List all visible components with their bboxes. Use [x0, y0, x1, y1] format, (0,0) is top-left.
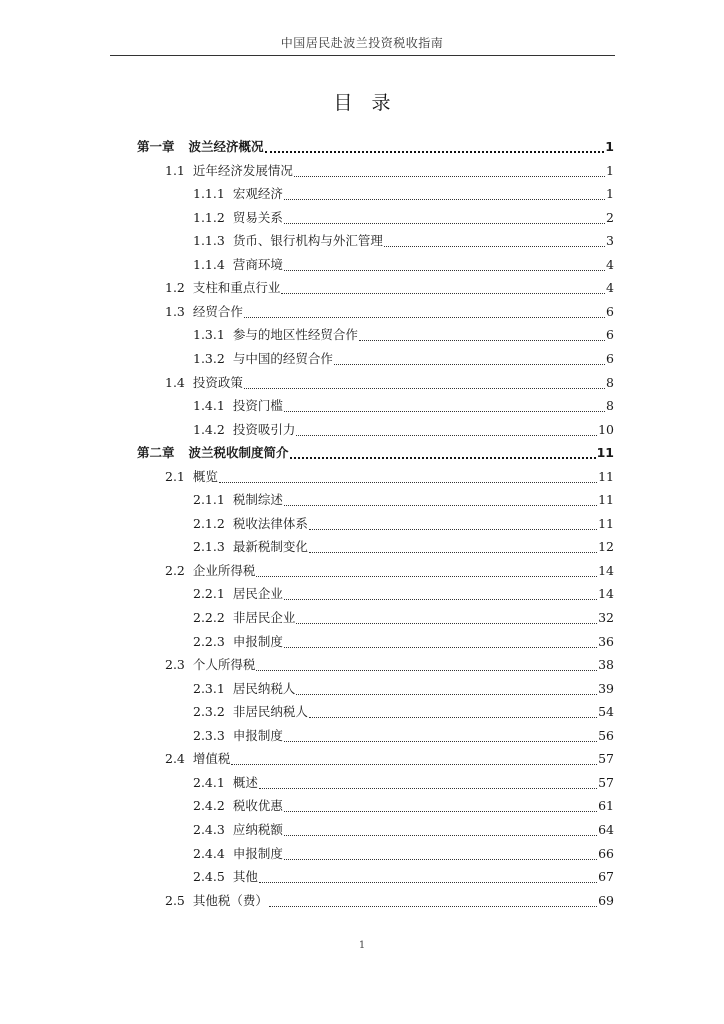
toc-entry-number: 1.1.2 [193, 209, 225, 225]
toc-entry-number: 1.2 [165, 280, 185, 296]
toc-dot-leader [244, 303, 605, 318]
toc-dot-leader [269, 892, 597, 907]
toc-entry-page: 57 [598, 751, 614, 767]
toc-entry-title: 企业所得税 [192, 562, 256, 578]
toc-entry-number: 2.1 [165, 468, 185, 484]
toc-dot-leader [284, 585, 597, 600]
toc-entry-title: 其他税（费） [192, 892, 268, 908]
toc-entry[interactable] [193, 868, 614, 886]
toc-entry-number: 1.4.2 [193, 421, 225, 437]
toc-entry-number: 2.4.4 [193, 845, 225, 861]
toc-entry[interactable] [193, 232, 614, 250]
toc-dot-leader [284, 821, 597, 836]
toc-dot-leader [256, 562, 597, 577]
toc-entry[interactable] [165, 468, 614, 486]
toc-entry-number: 2.4.1 [193, 774, 225, 790]
toc-entry[interactable] [193, 421, 614, 439]
toc-entry[interactable] [193, 727, 614, 745]
toc-dot-leader [259, 868, 597, 883]
toc-entry-title: 经贸合作 [192, 303, 243, 319]
toc-entry[interactable] [193, 821, 614, 839]
toc-dot-leader [309, 703, 597, 718]
toc-entry-number: 1.3 [165, 303, 185, 319]
toc-dot-leader [309, 515, 597, 530]
toc-entry[interactable] [193, 797, 614, 815]
toc-entry-page: 11 [598, 468, 614, 484]
header-divider [110, 55, 615, 56]
toc-entry-page: 57 [598, 774, 614, 790]
toc-entry[interactable] [165, 892, 614, 910]
toc-entry-page: 12 [598, 539, 614, 555]
toc-entry-number: 2.3.3 [193, 727, 225, 743]
toc-entry[interactable] [165, 162, 614, 180]
toc-entry-page: 69 [598, 892, 614, 908]
toc-entry-number: 2.5 [165, 892, 185, 908]
toc-entry-number: 2.2.1 [193, 586, 225, 602]
toc-entry[interactable] [193, 515, 614, 533]
toc-dot-leader [296, 609, 597, 624]
toc-entry-title: 贸易关系 [232, 209, 283, 225]
toc-entry-page: 6 [606, 350, 614, 366]
toc-dot-leader [284, 845, 597, 860]
toc-dot-leader [309, 538, 597, 553]
toc-entry[interactable] [193, 326, 614, 344]
toc-entry-page: 1 [605, 139, 614, 154]
toc-entry[interactable] [165, 562, 614, 580]
toc-entry-title: 申报制度 [232, 633, 283, 649]
toc-entry[interactable] [193, 585, 614, 603]
toc-dot-leader [256, 656, 597, 671]
toc-entry-page: 36 [598, 633, 614, 649]
toc-entry-page: 3 [606, 233, 614, 249]
toc-entry[interactable] [165, 303, 614, 321]
toc-entry-page: 64 [598, 821, 614, 837]
toc-entry[interactable] [193, 185, 614, 203]
toc-entry-title: 税收优惠 [232, 798, 283, 814]
toc-dot-leader [281, 279, 605, 294]
toc-entry-title: 非居民纳税人 [232, 704, 308, 720]
toc-entry-page: 2 [606, 209, 614, 225]
toc-entry-title: 申报制度 [232, 845, 283, 861]
toc-entry-number: 第一章 [137, 139, 175, 154]
toc-entry-title: 税收法律体系 [232, 515, 308, 531]
toc-entry[interactable] [193, 845, 614, 863]
toc-dot-leader [290, 443, 596, 459]
toc-dot-leader [244, 374, 605, 389]
toc-dot-leader [219, 468, 597, 483]
toc-entry-number: 1.1.1 [193, 186, 225, 202]
toc-entry-title: 投资政策 [192, 374, 243, 390]
toc-dot-leader [284, 797, 597, 812]
toc-entry-page: 14 [598, 562, 614, 578]
toc-entry-page: 8 [606, 374, 614, 390]
toc-entry-number: 2.2 [165, 562, 185, 578]
toc-entry-page: 8 [606, 398, 614, 414]
toc-entry-page: 61 [598, 798, 614, 814]
toc-entry-title: 申报制度 [232, 727, 283, 743]
toc-entry-number: 1.3.2 [193, 350, 225, 366]
toc-entry[interactable] [193, 680, 614, 698]
toc-entry-title: 近年经济发展情况 [192, 162, 293, 178]
toc-entry-number: 2.1.3 [193, 539, 225, 555]
toc-entry-number: 1.4.1 [193, 398, 225, 414]
toc-dot-leader [284, 185, 605, 200]
toc-entry-number: 2.4.5 [193, 869, 225, 885]
toc-entry-title: 增值税 [192, 751, 231, 767]
toc-entry[interactable] [165, 656, 614, 674]
toc-entry-title: 支柱和重点行业 [192, 280, 281, 296]
toc-entry-page: 6 [606, 303, 614, 319]
toc-entry-page: 11 [598, 515, 614, 531]
toc-entry[interactable] [193, 538, 614, 556]
toc-entry-page: 56 [598, 727, 614, 743]
toc-entry-number: 2.1.2 [193, 515, 225, 531]
toc-entry-title: 居民企业 [232, 586, 283, 602]
toc-entry-page: 38 [598, 657, 614, 673]
toc-entry-page: 39 [598, 680, 614, 696]
toc-entry-title: 投资门槛 [232, 398, 283, 414]
toc-entry-page: 1 [606, 162, 614, 178]
toc-dot-leader [384, 232, 605, 247]
toc-entry[interactable] [165, 750, 614, 768]
toc-entry-title: 个人所得税 [192, 657, 256, 673]
toc-entry-title: 税制综述 [232, 492, 283, 508]
toc-entry[interactable] [137, 444, 614, 462]
toc-entry-page: 10 [598, 421, 614, 437]
toc-dot-leader [265, 137, 605, 153]
toc-entry-page: 54 [598, 704, 614, 720]
toc-entry[interactable] [193, 256, 614, 274]
toc-title: 目 录 [333, 92, 391, 114]
toc-dot-leader [334, 350, 605, 365]
toc-dot-leader [284, 633, 597, 648]
toc-entry-page: 67 [598, 869, 614, 885]
toc-entry-number: 2.2.3 [193, 633, 225, 649]
toc-entry-number: 2.4 [165, 751, 185, 767]
toc-entry-title: 应纳税额 [232, 821, 283, 837]
toc-dot-leader [284, 397, 605, 412]
toc-dot-leader [259, 774, 597, 789]
toc-entry-page: 1 [606, 186, 614, 202]
toc-entry-title: 与中国的经贸合作 [232, 350, 333, 366]
toc-entry-number: 2.3.2 [193, 704, 225, 720]
toc-entry-title: 概述 [232, 774, 258, 790]
toc-entry[interactable] [165, 374, 614, 392]
toc-entry-page: 4 [606, 256, 614, 272]
toc-entry-number: 第二章 [137, 445, 175, 461]
toc-dot-leader [284, 491, 597, 506]
toc-dot-leader [296, 680, 597, 695]
toc-entry-number: 2.4.2 [193, 798, 225, 814]
toc-entry-page: 11 [596, 445, 614, 461]
toc-entry-title: 波兰税收制度简介 [188, 445, 289, 461]
toc-entry-page: 4 [606, 280, 614, 296]
toc-entry[interactable] [165, 279, 614, 297]
toc-entry[interactable] [193, 397, 614, 415]
toc-entry[interactable] [193, 491, 614, 509]
toc-entry-page: 32 [598, 610, 614, 625]
toc-dot-leader [294, 162, 605, 177]
toc-dot-leader [359, 326, 605, 341]
toc-entry[interactable] [193, 703, 614, 721]
toc-entry-title: 居民纳税人 [232, 680, 296, 696]
toc-entry-number: 1.3.1 [193, 327, 225, 343]
toc-entry-title: 概览 [192, 468, 218, 484]
toc-entry-title: 参与的地区性经贸合作 [232, 327, 358, 343]
toc-entry-title: 货币、银行机构与外汇管理 [232, 233, 383, 249]
toc-entry[interactable] [193, 633, 614, 651]
toc-entry-number: 1.1 [165, 162, 185, 178]
toc-entry-title: 宏观经济 [232, 186, 283, 202]
toc-entry-number: 1.1.3 [193, 233, 225, 249]
toc-dot-leader [231, 750, 597, 765]
toc-entry-title: 投资吸引力 [232, 421, 296, 437]
toc-entry-title: 最新税制变化 [232, 539, 308, 555]
toc-entry[interactable] [137, 138, 614, 156]
toc-entry[interactable] [193, 774, 614, 792]
toc-entry-title: 波兰经济概况 [188, 139, 264, 154]
toc-entry-number: 2.3 [165, 657, 185, 673]
toc-entry-number: 2.3.1 [193, 680, 225, 696]
toc-dot-leader [296, 421, 597, 436]
toc-entry[interactable] [193, 350, 614, 368]
toc-entry-title: 其他 [232, 869, 258, 885]
toc-entry-number: 2.4.3 [193, 821, 225, 837]
toc-entry-page: 66 [598, 845, 614, 861]
toc-entry-page: 14 [598, 586, 614, 602]
toc-entry[interactable] [193, 609, 614, 627]
toc-entry-title: 非居民企业 [232, 610, 296, 625]
running-header: 中国居民赴波兰投资税收指南 [280, 36, 444, 50]
toc-entry-number: 2.1.1 [193, 492, 225, 508]
toc-entry-number: 2.2.2 [193, 610, 225, 625]
toc-entry-page: 6 [606, 327, 614, 343]
toc-dot-leader [284, 256, 605, 271]
toc-dot-leader [284, 727, 597, 742]
toc-entry-page: 11 [598, 492, 614, 508]
toc-dot-leader [284, 209, 605, 224]
page-number: 1 [358, 940, 366, 951]
toc-entry-number: 1.1.4 [193, 256, 225, 272]
toc-entry-title: 营商环境 [232, 256, 283, 272]
toc-entry-number: 1.4 [165, 374, 185, 390]
toc-entry[interactable] [193, 209, 614, 227]
